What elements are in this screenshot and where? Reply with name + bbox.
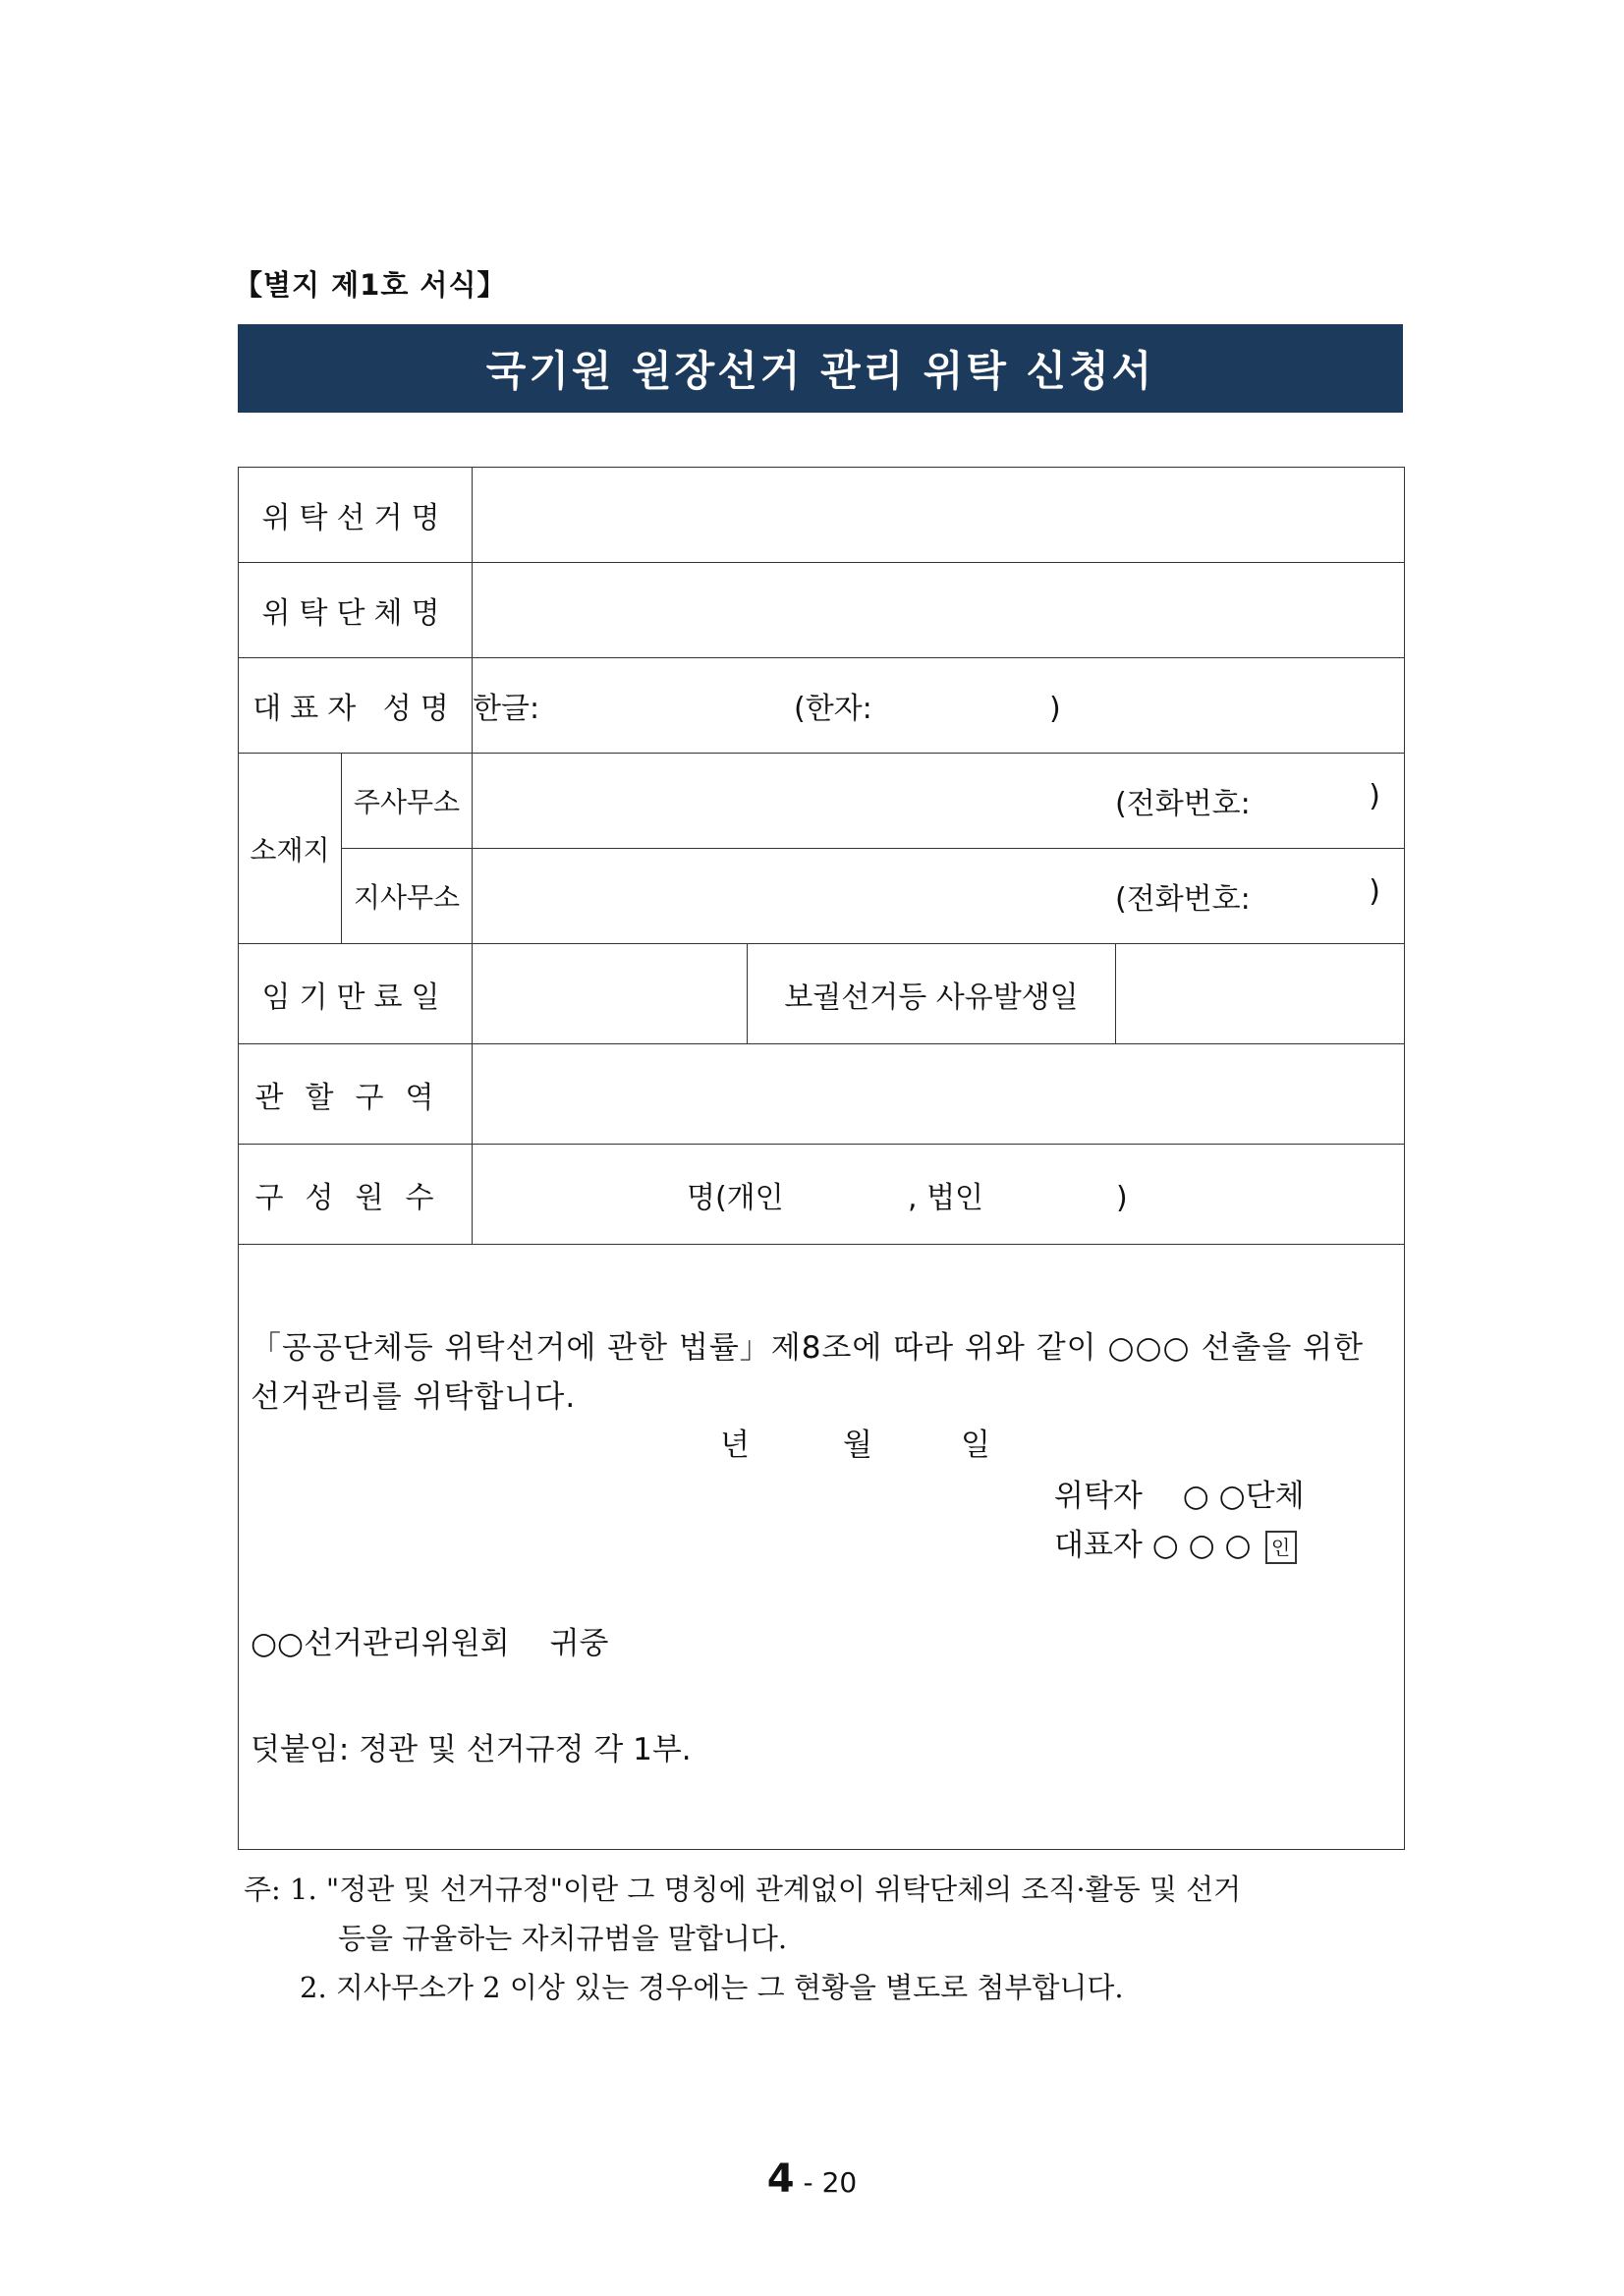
- label-main-office: 주사무소: [342, 754, 473, 849]
- row-declaration: [239, 1245, 1405, 1850]
- members-field[interactable]: [473, 1145, 1405, 1245]
- application-form: [238, 467, 1405, 1850]
- branch-phone-close: ): [1369, 874, 1381, 909]
- page-number: [0, 2156, 1624, 2202]
- page-chapter: 4: [766, 2156, 795, 2202]
- row-election-name: [239, 468, 1405, 563]
- row-district: [239, 1044, 1405, 1145]
- main-phone-label: (전화번호:: [1115, 787, 1251, 821]
- note-1-text: "정관 및 선거규정"이란 그 명칭에 관계없이 위탁단체의 조직·활동 및 선거: [325, 1873, 1242, 1906]
- note-1-cont: 등을 규율하는 자치규범을 말합니다.: [338, 1922, 788, 1955]
- rep-hangul-label: 한글:: [473, 692, 540, 726]
- label-district: 관할구역: [239, 1044, 473, 1145]
- main-office-field[interactable]: [473, 754, 1405, 849]
- label-location: 소재지: [239, 754, 342, 944]
- declaration-text: 「공공단체등 위탁선거에 관한 법률」제8조에 따라 위와 같이 ○○○ 선출을 위한 선거관리를 위탁합니다.: [251, 1330, 1365, 1415]
- day-label: 일: [961, 1428, 990, 1463]
- page-separator: -: [803, 2166, 813, 2199]
- attachment-line: 덧붙임: 정관 및 선거규정 각 1부.: [251, 1732, 692, 1767]
- row-rep-name: [239, 658, 1405, 754]
- label-members: 구성원수: [239, 1145, 473, 1245]
- form-label: 【별지 제1호 서식】: [234, 268, 507, 302]
- rep-hanja-label: (한자:: [794, 692, 872, 726]
- row-members: [239, 1145, 1405, 1245]
- label-term-end: 임기만료일: [239, 944, 473, 1044]
- footnotes: [244, 1865, 1403, 2012]
- row-main-office: [239, 754, 1405, 849]
- district-field[interactable]: [473, 1044, 1405, 1145]
- term-end-field[interactable]: [473, 944, 748, 1044]
- org-name-field[interactable]: [473, 563, 1405, 658]
- election-name-field[interactable]: [473, 468, 1405, 563]
- label-branch-office: 지사무소: [342, 849, 473, 944]
- members-personal-label: 명(개인: [687, 1180, 784, 1215]
- entruster-line: 위탁자 ○ ○단체: [1054, 1479, 1305, 1514]
- title-bar: [238, 324, 1403, 413]
- main-phone-close: ): [1369, 779, 1381, 813]
- page-num: 20: [821, 2166, 858, 2199]
- month-label: 월: [843, 1428, 872, 1463]
- representative-label: 대표자 ○ ○ ○: [1054, 1528, 1252, 1563]
- row-org-name: [239, 563, 1405, 658]
- row-term-end: [239, 944, 1405, 1044]
- row-branch-office: [239, 849, 1405, 944]
- branch-office-field[interactable]: [473, 849, 1405, 944]
- label-org-name: 위탁단체명: [239, 563, 473, 658]
- label-rep-name: 대표자 성명: [239, 658, 473, 754]
- by-election-field[interactable]: [1116, 944, 1405, 1044]
- label-by-election: 보궐선거등 사유발생일: [748, 944, 1116, 1044]
- label-election-name: 위탁선거명: [239, 468, 473, 563]
- note-1: [244, 1865, 1403, 1914]
- representative-line: [1054, 1520, 1297, 1564]
- rep-name-field[interactable]: [473, 658, 1405, 754]
- members-close: ): [1116, 1180, 1128, 1215]
- note-2: 2. 지사무소가 2 이상 있는 경우에는 그 현황을 별도로 첨부합니다.: [300, 1971, 1124, 2004]
- branch-phone-label: (전화번호:: [1115, 882, 1251, 917]
- rep-hanja-close: ): [1049, 692, 1061, 726]
- note-prefix: 주: 1.: [244, 1873, 317, 1906]
- members-corp-label: , 법인: [908, 1180, 984, 1215]
- declaration-cell: [239, 1245, 1405, 1850]
- document-title: 국기원 원장선거 관리 위탁 신청서: [485, 347, 1155, 395]
- seal-icon: 인: [1265, 1531, 1297, 1564]
- recipient-line: ○○선거관리위원회 귀중: [251, 1626, 609, 1661]
- year-label: 년: [720, 1428, 750, 1463]
